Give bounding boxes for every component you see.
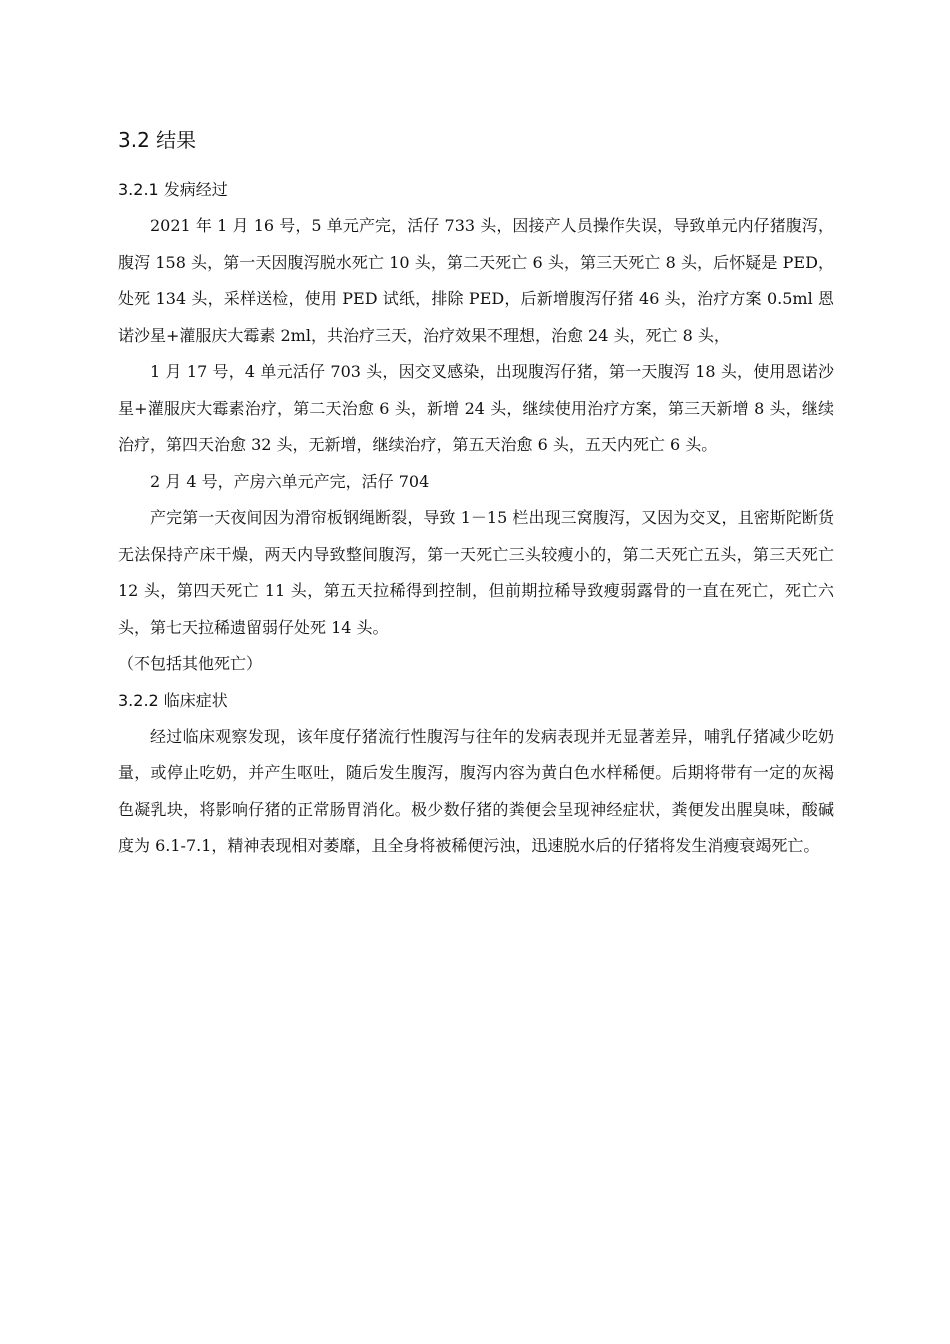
document-body	[118, 122, 834, 865]
paragraph-onset-2: 1 月 17 号，4 单元活仔 703 头，因交叉感染，出现腹泻仔猪，第一天腹泻 18 头，使用恩诺沙星+灌服庆大霉素治疗，第二天治愈 6 头，新增 24 头，继续使用治疗方案，第三天新增 8 头，继续治疗，第四天治愈 32 头，无新增，继续治疗，第五天治愈 6 头，五天内死亡 6 头。	[118, 362, 834, 454]
paragraph-onset-note: （不包括其他死亡）	[118, 654, 263, 673]
paragraph-onset-4: 产完第一天夜间因为滑帘板钢绳断裂，导致 1－15 栏出现三窝腹泻，又因为交叉，且密斯陀断货无法保持产床干燥，两天内导致整间腹泻，第一天死亡三头较瘦小的，第二天死亡五头，第三天死亡 12 头，第四天死亡 11 头，第五天拉稀得到控制，但前期拉稀导致瘦弱露骨的一直在死亡，死亡六头，第七天拉稀遗留弱仔处死 14 头。	[118, 508, 834, 637]
section-title: 3.2 结果	[118, 128, 197, 152]
paragraph-onset-1: 2021 年 1 月 16 号，5 单元产完，活仔 733 头，因接产人员操作失误，导致单元内仔猪腹泻，腹泻 158 头，第一天因腹泻脱水死亡 10 头，第二天死亡 6 头，第三天死亡 8 头，后怀疑是 PED，处死 134 头，采样送检，使用 PED 试纸，排除 PED，后新增腹泻仔猪 46 头，治疗方案 0.5ml 恩诺沙星+灌服庆大霉素 2ml，共治疗三天，治疗效果不理想，治愈 24 头，死亡 8 头，	[118, 216, 834, 345]
subsection-title-symptoms: 3.2.2 临床症状	[118, 690, 228, 710]
subsection-title-onset: 3.2.1 发病经过	[118, 180, 228, 199]
paragraph-symptoms-1: 经过临床观察发现，该年度仔猪流行性腹泻与往年的发病表现并无显著差异，哺乳仔猪减少吃奶量，或停止吃奶，并产生呕吐，随后发生腹泻，腹泻内容为黄白色水样稀便。后期将带有一定的灰褐色凝乳块，将影响仔猪的正常肠胃消化。极少数仔猪的粪便会呈现神经症状，粪便发出腥臭味，酸碱度为 6.1-7.1，精神表现相对萎靡，且全身将被稀便污浊，迅速脱水后的仔猪将发生消瘦衰竭死亡。	[118, 726, 834, 855]
paragraph-onset-3: 2 月 4 号，产房六单元产完，活仔 704	[150, 471, 430, 491]
